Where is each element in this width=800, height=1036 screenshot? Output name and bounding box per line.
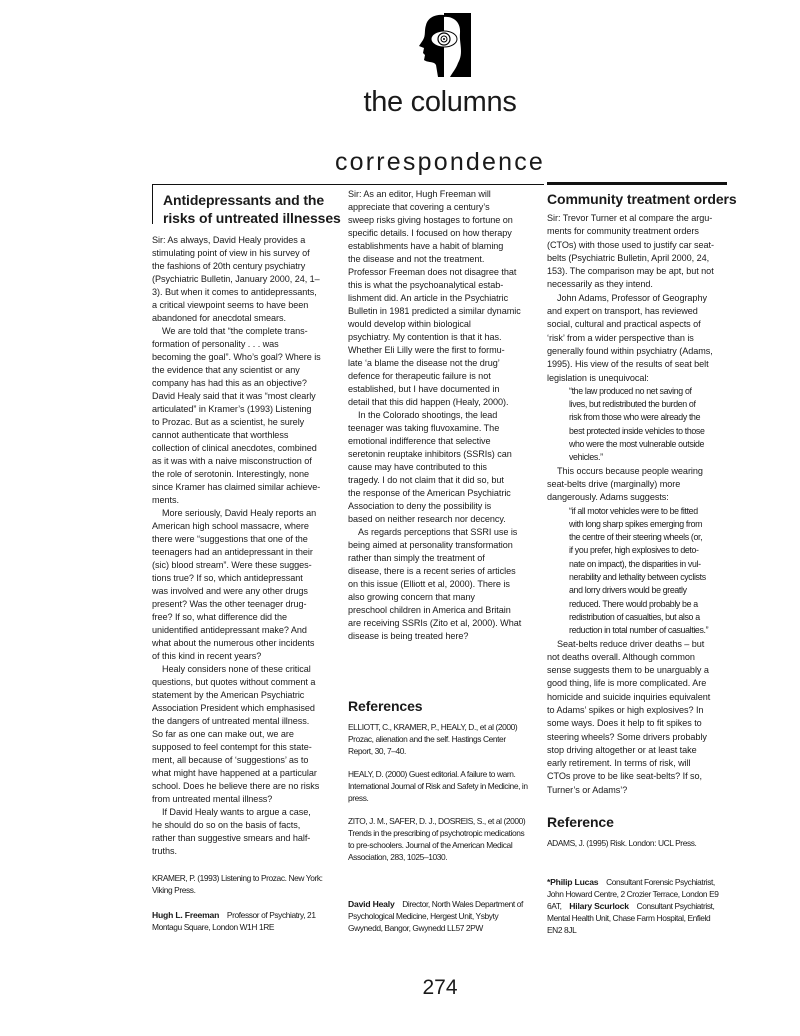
text-line: (Psychiatric Bulletin, January 2000, 24, 1– <box>152 274 320 284</box>
text-line: some ways. Does it help to fit spikes to <box>547 718 702 729</box>
top-rule <box>152 184 544 185</box>
text-line: specific details. I focused on how therapy <box>348 228 512 238</box>
text-line: ments. <box>152 495 179 505</box>
reference-entry <box>547 837 733 849</box>
page-title: the columns <box>363 86 517 118</box>
text-line: and expert on transport, has reviewed <box>547 306 698 317</box>
text-line: David Healy said that it was “most clearly <box>152 391 316 401</box>
text-line: 3). But when it comes to antidepressants, <box>152 287 317 297</box>
text-line: ment, all because of ‘suggestions’ as to <box>152 755 309 765</box>
text-line: ‘risk’ from a wider perspective than is <box>547 332 694 343</box>
text-line: emotional indifference that selective <box>348 436 491 446</box>
right-references <box>547 837 733 849</box>
text-line: if you prefer, high explosives to deto- <box>569 545 699 556</box>
left-letter-heading <box>163 191 349 227</box>
reference-line: ADAMS, J. (1995) Risk. London: UCL Press. <box>547 838 697 848</box>
right-letter-heading: Community treatment orders <box>547 191 737 207</box>
author-affiliation: Psychological Medicine, Hergest Unit, Ysbyty <box>348 911 499 921</box>
text-line: to Prozac. But as a scientist, he surely <box>152 417 305 427</box>
text-line: Bulletin in 1981 predicted a similar dynamic <box>348 306 521 316</box>
reference-entry <box>348 721 534 757</box>
text-line: detail that this did happen (Healy, 2000). <box>348 397 509 407</box>
text-line: there were “suggestions that one of the <box>152 534 308 544</box>
text-line: As regards perceptions that SSRI use is <box>358 527 518 537</box>
text-line: truths. <box>152 846 177 856</box>
text-line: “if all motor vehicles were to be fitted <box>569 505 698 516</box>
text-line: stimulating point of view in his survey of <box>152 248 310 258</box>
text-line: teenagers had an antidepressant in their <box>152 547 313 557</box>
text-line: More seriously, David Healy reports an <box>162 508 317 518</box>
text-line: school. Does he believe there are no risks <box>152 781 320 791</box>
text-line: Whether Eli Lilly were the first to formu- <box>348 345 505 355</box>
section-title: correspondence <box>334 148 546 176</box>
author-name: David Healy <box>348 899 395 909</box>
text-line: teenager was taking fluvoxamine. The <box>348 423 500 433</box>
text-line: social, cultural and practical aspects of <box>547 319 701 330</box>
text-line: with long sharp spikes emerging from <box>569 518 703 529</box>
text-line: In the Colorado shootings, the lead <box>358 410 498 420</box>
author-affiliation: EN2 8JL <box>547 925 577 935</box>
author-affiliation: 6AT, <box>547 901 562 911</box>
text-line: the dangers of untreated mental illness. <box>152 716 310 726</box>
text-line: what might have happened at a particular <box>152 768 317 778</box>
text-line: good thing, life is more complicated. Are <box>547 678 707 689</box>
text-line: stop driving altogether or at least take <box>547 744 697 755</box>
block-quote <box>547 505 733 638</box>
right-signature <box>547 876 733 936</box>
text-line: ments for community treatment orders <box>547 226 699 237</box>
text-line: a critical viewpoint seems to have been <box>152 300 309 310</box>
text-line: “the law produced no net saving of <box>569 385 692 396</box>
text-line: established, but I have documented in <box>348 384 500 394</box>
text-line: the role of serotonin. Interestingly, none <box>152 469 309 479</box>
text-line: tragedy. I do not claim that it did so, but <box>348 475 504 485</box>
author-affiliation: Consultant Forensic Psychiatrist, <box>606 877 715 887</box>
text-line: reduction in total number of casualties.” <box>569 625 709 636</box>
text-line: articulated” in Kramer’s (1993) Listening <box>152 404 312 414</box>
author-affiliation: Director, North Wales Department of <box>402 899 523 909</box>
text-line: questions, but quotes without comment a <box>152 677 316 687</box>
paragraph <box>152 325 338 507</box>
text-line: company has had this as an objective? <box>152 378 307 388</box>
text-line: the response of the American Psychiatric <box>348 488 511 498</box>
text-line: dangerously. Adams suggests: <box>547 492 669 503</box>
reference-entry <box>348 815 534 863</box>
heading-line: Antidepressants and the <box>163 192 325 208</box>
text-line: disease, there is a recent series of articles <box>348 566 516 576</box>
references-heading: References <box>348 698 423 714</box>
text-line: necessarily as they intend. <box>547 279 653 290</box>
text-line: are receiving SSRIs (Zito et al, 2000). What <box>348 618 522 628</box>
text-line: the fashions of 20th century psychiatry <box>152 261 306 271</box>
text-line: generally found within psychiatry (Adams, <box>547 345 713 356</box>
paragraph <box>348 188 534 409</box>
text-line: from untreated mental illness? <box>152 794 273 804</box>
text-line: nerability and lethality between cyclists <box>569 572 706 583</box>
reference-line: press. <box>348 793 369 803</box>
text-line: belts (Psychiatric Bulletin, April 2000, 24, <box>547 252 710 263</box>
text-line: being aimed at personality transformation <box>348 540 513 550</box>
text-line: rather than suggestive smears and half- <box>152 833 311 843</box>
author-affiliation: Gwynedd, Bangor, Gwynedd LL57 2PW <box>348 923 483 933</box>
reference-line: ZITO, J. M., SAFER, D. J., DOSREIS, S., et al (2000) <box>348 816 526 826</box>
left-heading-border <box>152 184 153 224</box>
text-line: early retirement. In terms of risk, will <box>547 758 691 769</box>
text-line: formation of personality . . . was <box>152 339 279 349</box>
text-line: late ‘a blame the disease not the drug’ <box>348 358 500 368</box>
text-line: since Kramer has claimed similar achieve- <box>152 482 321 492</box>
text-line: Turner’s or Adams’? <box>547 784 628 795</box>
author-affiliation: Consultant Psychiatrist, <box>636 901 715 911</box>
text-line: he should do so on the basis of facts, <box>152 820 301 830</box>
text-line: (sic) blood stream”. Were these sugges- <box>152 560 312 570</box>
text-line: to Adams’ spikes or high explosives? In <box>547 704 704 715</box>
reference-line: International Journal of Risk and Safety in Medicine, in <box>348 781 528 791</box>
author-affiliation: Professor of Psychiatry, 21 <box>226 910 316 920</box>
reference-line: Trends in the prescribing of psychotropic medications <box>348 828 525 838</box>
text-line: Association to deny the possibility is <box>348 501 492 511</box>
reference-line: Prozac, alienation and the self. Hastings Center <box>348 734 506 744</box>
text-line: legislation is unequivocal: <box>547 372 649 383</box>
text-line: Sir: Trevor Turner et al compare the argu- <box>547 213 713 223</box>
text-line: American high school massacre, where <box>152 521 309 531</box>
right-letter-body <box>547 212 733 797</box>
text-line: risk from those who were already the <box>569 412 701 423</box>
text-line: abandoned for anecdotal smears. <box>152 313 286 323</box>
text-line: We are told that “the complete trans- <box>162 326 308 336</box>
author-name: Hugh L. Freeman <box>152 910 220 920</box>
text-line: would develop within biological <box>348 319 471 329</box>
text-line: was involved and were any other drugs <box>152 586 308 596</box>
middle-letter-body <box>348 188 534 643</box>
text-line: rather than simply the treatment of <box>348 553 485 563</box>
text-line: not deaths overall. Although common <box>547 651 695 662</box>
text-line: who were the most vulnerable outside <box>569 439 705 450</box>
text-line: sense suggests them to be unarguably a <box>547 665 709 676</box>
left-references <box>152 872 338 896</box>
reference-line: to pre-schoolers. Journal of the American Medical <box>348 840 513 850</box>
author-affiliation: Mental Health Unit, Chase Farm Hospital, Enfield <box>547 913 711 923</box>
text-line: nate on impact), the disparities in vul- <box>569 558 701 569</box>
text-line: also growing concern that many <box>348 592 475 602</box>
text-line: statement by the American Psychiatric <box>152 690 305 700</box>
paragraph <box>152 806 338 858</box>
paragraph <box>152 234 338 325</box>
text-line: defence for therapeutic failure is not <box>348 371 491 381</box>
text-line: vehicles.” <box>569 452 603 463</box>
reference-line: ELLIOTT, C., KRAMER, P., HEALY, D., et al (2000) <box>348 722 518 732</box>
text-line: unidentified antidepressant make? And <box>152 625 307 635</box>
paragraph <box>547 292 733 385</box>
text-line: supposed to feel contempt for this state- <box>152 742 312 752</box>
text-line: lishment did. An article in the Psychiatric <box>348 293 509 303</box>
text-line: steering wheels? Some drivers probably <box>547 731 707 742</box>
text-line: cannot authenticate that worthless <box>152 430 289 440</box>
reference-line: Report, 30, 7–40. <box>348 746 406 756</box>
text-line: this is what the psychoanalytical estab- <box>348 280 504 290</box>
text-line: Association President which emphasised <box>152 703 315 713</box>
paragraph <box>348 526 534 643</box>
text-line: becoming the goal”. Who’s goal? Where is <box>152 352 321 362</box>
text-line: and lorry drivers would be greatly <box>569 585 687 596</box>
text-line: present? Was the other teenager drug- <box>152 599 307 609</box>
middle-references <box>348 721 534 863</box>
heading-line: risks of untreated illnesses <box>163 210 341 226</box>
paragraph <box>152 507 338 663</box>
text-line: on this issue (Elliott et al, 2000). There is <box>348 579 510 589</box>
text-line: preschool children in America and Britain <box>348 605 511 615</box>
middle-signature <box>348 898 534 934</box>
text-line: the evidence that any scientist or any <box>152 365 300 375</box>
text-line: establishments have a habit of blaming <box>348 241 504 251</box>
text-line: the centre of their steering wheels (or, <box>569 532 703 543</box>
reference-line: Association, 283, 1025–1030. <box>348 852 448 862</box>
page-number: 274 <box>422 976 458 999</box>
text-line: CTOs prove to be like seat-belts? If so, <box>547 771 703 782</box>
text-line: Sir: As always, David Healy provides a <box>152 235 306 245</box>
text-line: collection of clinical anecdotes, combined <box>152 443 317 453</box>
author-name: *Philip Lucas <box>547 877 599 887</box>
text-line: the disease and not the treatment. <box>348 254 485 264</box>
text-line: 153). The comparison may be apt, but not <box>547 266 714 277</box>
text-line: seat-belts drive (marginally) more <box>547 478 681 489</box>
text-line: Professor Freeman does not disagree that <box>348 267 517 277</box>
text-line: cause may have contributed to this <box>348 462 487 472</box>
right-heading-rule <box>547 182 727 185</box>
paragraph <box>152 663 338 806</box>
text-line: John Adams, Professor of Geography <box>557 292 707 303</box>
text-line: appreciate that covering a century’s <box>348 202 490 212</box>
text-line: best protected inside vehicles to those <box>569 425 705 436</box>
author-name: Hilary Scurlock <box>569 901 629 911</box>
author-affiliation: John Howard Centre, 2 Crozier Terrace, London E9 <box>547 889 719 899</box>
text-line: If David Healy wants to argue a case, <box>162 807 311 817</box>
text-line: of this kind in recent years? <box>152 651 262 661</box>
reference-line: Viking Press. <box>152 885 196 895</box>
left-letter-body <box>152 234 338 858</box>
paragraph <box>547 465 733 505</box>
paragraph <box>547 212 733 292</box>
text-line: reduced. There would probably be a <box>569 598 698 609</box>
text-line: homicide and suicide inquiries equivalent <box>547 691 711 702</box>
text-line: So far as one can make out, we are <box>152 729 294 739</box>
text-line: free? If so, what difference did the <box>152 612 288 622</box>
text-line: what about the numerous other incidents <box>152 638 315 648</box>
the-columns-logo <box>414 13 474 77</box>
block-quote <box>547 385 733 465</box>
text-line: lives, but redistributed the burden of <box>569 399 696 410</box>
text-line: Sir: As an editor, Hugh Freeman will <box>348 189 491 199</box>
left-signature <box>152 909 338 933</box>
text-line: Healy considers none of these critical <box>162 664 311 674</box>
reference-line: HEALY, D. (2000) Guest editorial. A failure to warn. <box>348 769 516 779</box>
text-line: seretonin reuptake inhibitors (SSRIs) can <box>348 449 512 459</box>
text-line: sweep risks giving hostages to fortune on <box>348 215 513 225</box>
reference-entry <box>152 872 338 896</box>
text-line: Seat-belts reduce driver deaths – but <box>557 638 705 649</box>
author-affiliation: Montagu Square, London W1H 1RE <box>152 922 275 932</box>
text-line: This occurs because people wearing <box>557 465 703 476</box>
text-line: 1995). His view of the results of seat belt <box>547 359 709 370</box>
text-line: (CTOs) with those used to justify car seat- <box>547 239 714 250</box>
text-line: disease is being treated here? <box>348 631 469 641</box>
reference-heading: Reference <box>547 814 614 830</box>
reference-line: KRAMER, P. (1993) Listening to Prozac. New York: <box>152 873 323 883</box>
reference-entry <box>348 768 534 804</box>
text-line: redistribution of casualties, but also a <box>569 611 700 622</box>
text-line: as it was with a naive misconstruction of <box>152 456 312 466</box>
text-line: based on neither research nor decency. <box>348 514 506 524</box>
text-line: tions true? If so, which antidepressant <box>152 573 303 583</box>
paragraph <box>348 409 534 526</box>
text-line: psychiatry. My contention is that it has. <box>348 332 502 342</box>
paragraph <box>547 638 733 798</box>
